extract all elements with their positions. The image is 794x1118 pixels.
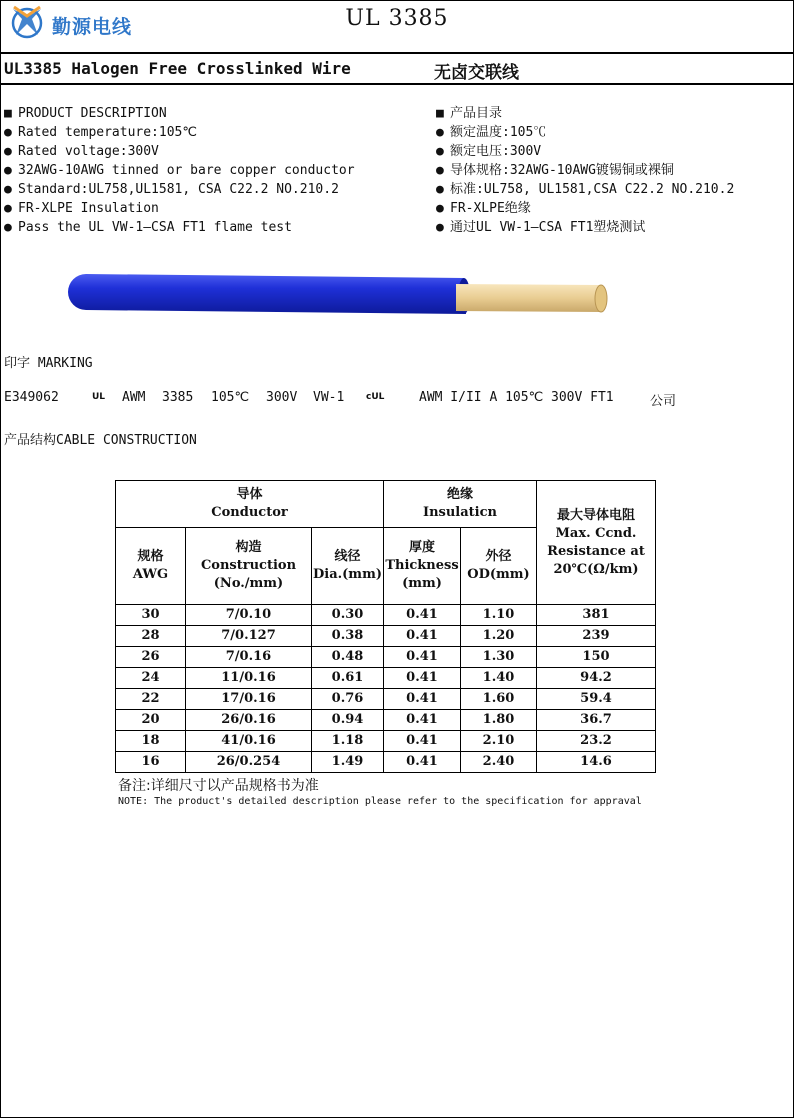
round-bullet-icon: ● bbox=[4, 182, 12, 197]
cell-construction: 41/0.16 bbox=[186, 731, 312, 752]
table-row bbox=[116, 626, 656, 647]
table-row bbox=[116, 731, 656, 752]
description-en bbox=[4, 104, 355, 237]
marking-company: 公司 bbox=[650, 394, 677, 409]
cell-od: 1.60 bbox=[461, 689, 537, 710]
cell-thickness: 0.41 bbox=[384, 647, 461, 668]
table-header-row bbox=[116, 481, 656, 528]
description-line: ■ 产品目录 bbox=[436, 106, 503, 121]
note-cn: 备注:详细尺寸以产品规格书为准 bbox=[118, 778, 319, 794]
cell-thickness: 0.41 bbox=[384, 710, 461, 731]
cul-listing-icon: cUL bbox=[366, 392, 385, 402]
cell-od: 1.30 bbox=[461, 647, 537, 668]
header-conductor: 导体 Conductor bbox=[116, 481, 384, 528]
header-thickness: 厚度 Thickness (mm) bbox=[384, 528, 461, 605]
description-line: ● 标准:UL758, UL1581,CSA C22.2 NO.210.2 bbox=[436, 182, 735, 197]
cell-diameter: 1.18 bbox=[312, 731, 384, 752]
table-row bbox=[116, 668, 656, 689]
cell-diameter: 0.94 bbox=[312, 710, 384, 731]
cell-thickness: 0.41 bbox=[384, 752, 461, 773]
description-line: ● 导体规格:32AWG-10AWG镀锡铜或裸铜 bbox=[436, 163, 674, 178]
description-line: ● FR-XLPE Insulation bbox=[4, 201, 159, 216]
round-bullet-icon: ● bbox=[4, 220, 12, 235]
cell-diameter: 0.61 bbox=[312, 668, 384, 689]
cell-awg: 18 bbox=[116, 731, 186, 752]
cell-diameter: 0.30 bbox=[312, 605, 384, 626]
construction-heading: 产品结构CABLE CONSTRUCTION bbox=[4, 433, 197, 448]
cell-od: 1.80 bbox=[461, 710, 537, 731]
round-bullet-icon: ● bbox=[4, 144, 12, 159]
table-row bbox=[116, 689, 656, 710]
cell-thickness: 0.41 bbox=[384, 626, 461, 647]
header-od: 外径 OD(mm) bbox=[461, 528, 537, 605]
wire-illustration bbox=[66, 264, 614, 324]
round-bullet-icon: ● bbox=[436, 220, 444, 235]
cell-od: 1.40 bbox=[461, 668, 537, 689]
round-bullet-icon: ● bbox=[436, 125, 444, 140]
cell-od: 2.40 bbox=[461, 752, 537, 773]
header-insulation: 绝缘 Insulaticn bbox=[384, 481, 537, 528]
cell-resistance: 94.2 bbox=[537, 668, 656, 689]
round-bullet-icon: ● bbox=[4, 125, 12, 140]
cell-od: 1.20 bbox=[461, 626, 537, 647]
wire-conductor-end bbox=[595, 285, 607, 312]
brand-name: 勤源电线 bbox=[52, 16, 133, 38]
cell-awg: 28 bbox=[116, 626, 186, 647]
cell-awg: 24 bbox=[116, 668, 186, 689]
description-cn bbox=[436, 104, 734, 237]
header-awg: 规格 AWG bbox=[116, 528, 186, 605]
cell-diameter: 1.49 bbox=[312, 752, 384, 773]
cell-thickness: 0.41 bbox=[384, 689, 461, 710]
cell-construction: 26/0.254 bbox=[186, 752, 312, 773]
header-diameter: 线径 Dia.(mm) bbox=[312, 528, 384, 605]
note-en: NOTE: The product's detailed description please refer to the specification for appraval bbox=[118, 796, 642, 807]
cell-od: 1.10 bbox=[461, 605, 537, 626]
round-bullet-icon: ● bbox=[436, 163, 444, 178]
cell-resistance: 36.7 bbox=[537, 710, 656, 731]
cell-diameter: 0.76 bbox=[312, 689, 384, 710]
description-line: ● Rated voltage:300V bbox=[4, 144, 159, 159]
cell-awg: 22 bbox=[116, 689, 186, 710]
cell-diameter: 0.38 bbox=[312, 626, 384, 647]
cell-construction: 7/0.16 bbox=[186, 647, 312, 668]
cell-resistance: 14.6 bbox=[537, 752, 656, 773]
cell-construction: 7/0.127 bbox=[186, 626, 312, 647]
description-line: ● 额定温度:105℃ bbox=[436, 125, 547, 140]
description-line: ● Pass the UL VW-1—CSA FT1 flame test bbox=[4, 220, 292, 235]
construction-table bbox=[115, 480, 656, 773]
ul-listing-icon: UL bbox=[92, 392, 106, 402]
marking-style: 3385 bbox=[162, 390, 194, 405]
cell-resistance: 381 bbox=[537, 605, 656, 626]
header-rule-top bbox=[0, 52, 794, 54]
cell-od: 2.10 bbox=[461, 731, 537, 752]
cell-awg: 16 bbox=[116, 752, 186, 773]
round-bullet-icon: ● bbox=[436, 144, 444, 159]
cell-construction: 7/0.10 bbox=[186, 605, 312, 626]
table-row bbox=[116, 710, 656, 731]
round-bullet-icon: ● bbox=[436, 182, 444, 197]
header-construction: 构造 Construction (No./mm) bbox=[186, 528, 312, 605]
wire-conductor bbox=[456, 284, 601, 312]
marking-awm: AWM bbox=[122, 390, 146, 405]
header-resistance: 最大导体电阻 Max. Ccnd. Resistance at 20℃(Ω/km) bbox=[537, 481, 656, 605]
marking-csa: AWM I/II A 105℃ 300V FT1 bbox=[419, 390, 614, 405]
description-line: ● Rated temperature:105℃ bbox=[4, 125, 197, 140]
cell-construction: 17/0.16 bbox=[186, 689, 312, 710]
description-line: ● 32AWG-10AWG tinned or bare copper conductor bbox=[4, 163, 355, 178]
square-bullet-icon: ■ bbox=[4, 106, 12, 121]
product-title-en: UL3385 Halogen Free Crosslinked Wire bbox=[4, 59, 351, 78]
table-row bbox=[116, 752, 656, 773]
marking-voltage: 300V bbox=[266, 390, 298, 405]
marking-heading: 印字 MARKING bbox=[4, 356, 93, 371]
cell-awg: 26 bbox=[116, 647, 186, 668]
header-rule-bottom bbox=[0, 83, 794, 85]
description-line: ● FR-XLPE绝缘 bbox=[436, 201, 531, 216]
description-line: ● Standard:UL758,UL1581, CSA C22.2 NO.210.2 bbox=[4, 182, 339, 197]
cell-awg: 20 bbox=[116, 710, 186, 731]
description-line: ● 额定电压:300V bbox=[436, 144, 542, 159]
marking-flame: VW-1 bbox=[313, 390, 345, 405]
cell-diameter: 0.48 bbox=[312, 647, 384, 668]
cell-thickness: 0.41 bbox=[384, 605, 461, 626]
product-title-cn: 无卤交联线 bbox=[434, 63, 519, 83]
marking-temp: 105℃ bbox=[211, 390, 250, 405]
round-bullet-icon: ● bbox=[436, 201, 444, 216]
cell-resistance: 150 bbox=[537, 647, 656, 668]
round-bullet-icon: ● bbox=[4, 201, 12, 216]
wire-insulation bbox=[68, 274, 466, 314]
cell-awg: 30 bbox=[116, 605, 186, 626]
document-title: UL 3385 bbox=[345, 6, 449, 31]
cell-construction: 11/0.16 bbox=[186, 668, 312, 689]
description-line: ● 通过UL VW-1—CSA FT1塑烧测试 bbox=[436, 220, 646, 235]
cell-thickness: 0.41 bbox=[384, 668, 461, 689]
cell-resistance: 23.2 bbox=[537, 731, 656, 752]
square-bullet-icon: ■ bbox=[436, 106, 444, 121]
cell-resistance: 59.4 bbox=[537, 689, 656, 710]
round-bullet-icon: ● bbox=[4, 163, 12, 178]
table-row bbox=[116, 605, 656, 626]
cell-resistance: 239 bbox=[537, 626, 656, 647]
table-row bbox=[116, 647, 656, 668]
cell-construction: 26/0.16 bbox=[186, 710, 312, 731]
marking-file-no: E349062 bbox=[4, 390, 59, 405]
description-line: ■ PRODUCT DESCRIPTION bbox=[4, 106, 167, 121]
cell-thickness: 0.41 bbox=[384, 731, 461, 752]
